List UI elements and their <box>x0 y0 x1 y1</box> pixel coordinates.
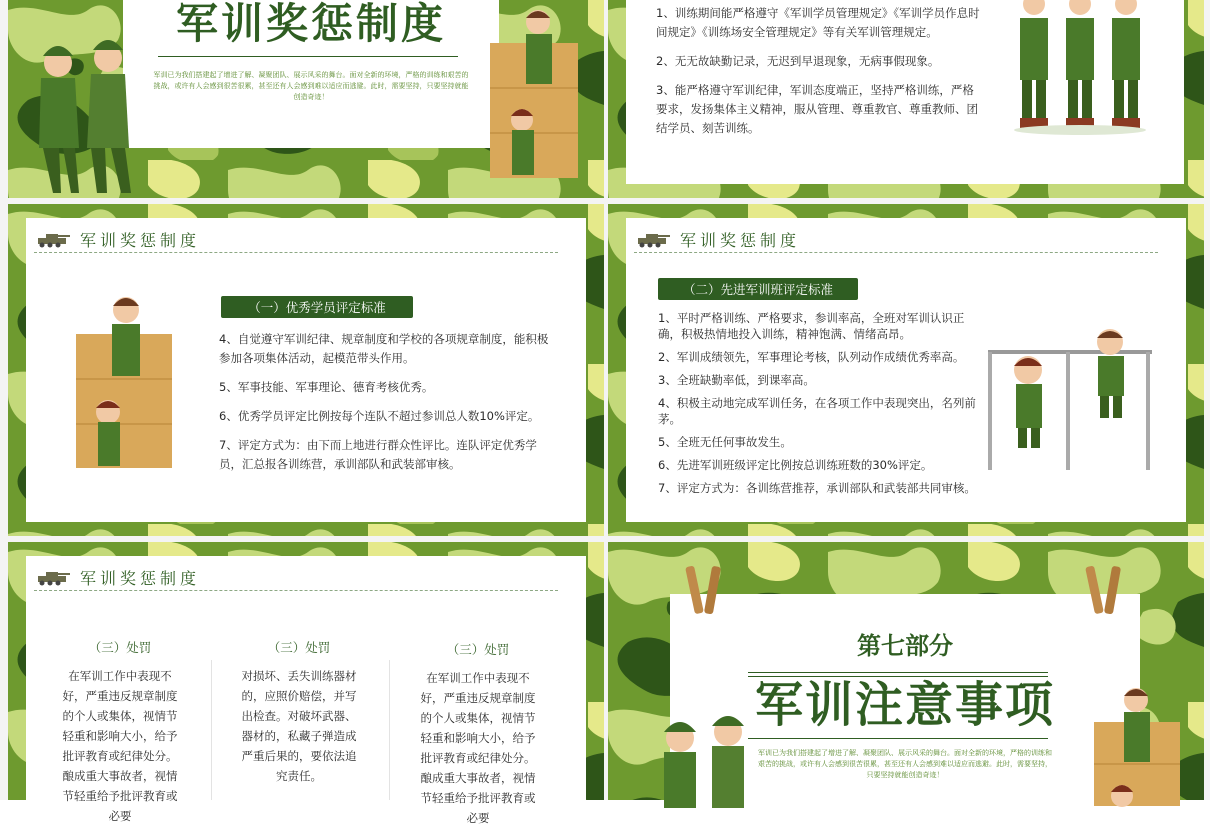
penalty-column <box>58 638 182 826</box>
column-text: 对损坏、丢失训练器材的，应照价赔偿，并写出检查。对破坏武器、器材的，私藏子弹造成严重后果的，要依法追究责任。 <box>241 669 357 783</box>
rule-item: 6、优秀学员评定比例按每个连队不超过参训总人数10%评定。 <box>219 409 540 423</box>
column-heading: （三）处罚 <box>446 642 510 657</box>
penalty-column <box>236 638 362 786</box>
section-title: 军训奖惩制度 <box>80 231 201 250</box>
column-text: 在军训工作中表现不好，严重违反规章制度的个人或集体，视情节轻重和影响大小，给予批评教育或纪律处分。酿成重大事故者，视情节轻重给予批评教育或必要 <box>420 671 536 825</box>
rule-item: 1、训练期间能严格遵守《军训学员管理规定》《军训学员作息时间规定》《训练场安全管理规定》等有关军训管理规定。 <box>656 6 980 39</box>
title-rule <box>748 738 1048 739</box>
rule-item: 3、能严格遵守军训纪律，军训态度端正，坚持严格训练，严格要求，发扬集体主义精神，服从管理、尊重教官、尊重教师、团结学员、刻苦训练。 <box>656 83 978 135</box>
slide-6-note: 军训已为我们搭建起了增进了解、凝聚团队、展示风采的舞台。面对全新的环境，严格的训练和艰苦的挑战，或许有人会感到很苦很累，甚至还有人会感到难以适应而逃避。此时，需要坚持，只要坚持就能创造奇迹！ <box>758 749 1052 779</box>
header-divider <box>634 252 1158 253</box>
climbing-wall-illustration <box>490 8 590 183</box>
slide-5[interactable] <box>8 542 604 825</box>
soldiers-illustration <box>642 708 762 808</box>
rule-item: 4、积极主动地完成军训任务，在各项工作中表现突出，名列前茅。 <box>658 396 976 426</box>
clothespin-icon <box>1084 562 1124 620</box>
slide-3-text <box>219 330 549 484</box>
climbing-wall-illustration <box>72 294 182 474</box>
column-text: 在军训工作中表现不好，严重违反规章制度的个人或集体，视情节轻重和影响大小，给予批评教育或纪律处分。酿成重大事故者，视情节轻重给予批评教育或必要 <box>62 669 178 823</box>
column-divider <box>211 660 212 800</box>
slide-4[interactable] <box>608 204 1204 536</box>
title-rule <box>748 672 1048 673</box>
section-header <box>34 228 200 251</box>
criteria-badge: （二）先进军训班评定标准 <box>658 278 858 300</box>
column-heading: （三）处罚 <box>88 640 152 655</box>
soldiers-illustration <box>13 28 153 198</box>
rule-item: 2、军训成绩领先，军事理论考核，队列动作成绩优秀率高。 <box>658 350 965 364</box>
column-divider <box>389 660 390 800</box>
rule-item: 4、自觉遵守军训纪律、规章制度和学校的各项规章制度，能积极参加各项集体活动，起模范带头作用。 <box>219 332 549 365</box>
criteria-badge: （一）优秀学员评定标准 <box>221 296 413 318</box>
section-header <box>634 228 800 251</box>
rule-item: 1、平时严格训练、严格要求，参训率高，全班对军训认识正确，积极热情地投入训练，精神饱满、情绪高昂。 <box>658 311 965 341</box>
header-divider <box>34 590 558 591</box>
tank-icon <box>34 232 70 248</box>
slide-1[interactable] <box>8 0 604 198</box>
slide-2[interactable] <box>608 0 1204 198</box>
section-title: 军训奖惩制度 <box>80 569 201 588</box>
rule-item: 5、军事技能、军事理论、德育考核优秀。 <box>219 380 434 394</box>
slide-2-text <box>656 4 984 148</box>
slide-1-note: 军训已为我们搭建起了增进了解、凝聚团队、展示风采的舞台。面对全新的环境，严格的训练和艰苦的挑战，或许有人会感到很苦很累，甚至还有人会感到难以适应而逃避。此时，需要坚持，只要坚持就能创造奇迹！ <box>153 71 469 101</box>
slide-1-title: 军训奖惩制度 <box>175 0 446 48</box>
three-soldiers-illustration <box>1012 0 1152 140</box>
title-underline <box>158 56 458 57</box>
rule-item: 7、评定方式为：由下而上地进行群众性评比。连队评定优秀学员，汇总报各训练营，承训部队和武装部审核。 <box>219 438 537 471</box>
part-label: 第七部分 <box>857 631 953 660</box>
rule-item: 2、无无故缺勤记录，无迟到早退现象，无病事假现象。 <box>656 54 940 68</box>
column-heading: （三）处罚 <box>267 640 331 655</box>
section-title: 军训奖惩制度 <box>680 231 801 250</box>
climbing-wall-illustration <box>1092 686 1182 806</box>
clothespin-icon <box>684 562 724 620</box>
rule-item: 6、先进军训班级评定比例按总训练班数的30%评定。 <box>658 458 933 472</box>
slide-3[interactable] <box>8 204 604 536</box>
slide-6-title: 军训注意事项 <box>754 677 1055 733</box>
section-header <box>34 566 200 589</box>
rule-item: 5、全班无任何事故发生。 <box>658 435 792 449</box>
tank-icon <box>634 232 670 248</box>
tank-icon <box>34 570 70 586</box>
penalty-column <box>416 640 540 828</box>
rule-item: 7、评定方式为：各训练营推荐，承训部队和武装部共同审核。 <box>658 481 976 495</box>
slide-4-text <box>658 310 976 503</box>
header-divider <box>34 252 558 253</box>
slide-6[interactable] <box>608 542 1204 800</box>
pullup-bar-illustration <box>986 322 1156 472</box>
rule-item: 3、全班缺勤率低，到课率高。 <box>658 373 815 387</box>
